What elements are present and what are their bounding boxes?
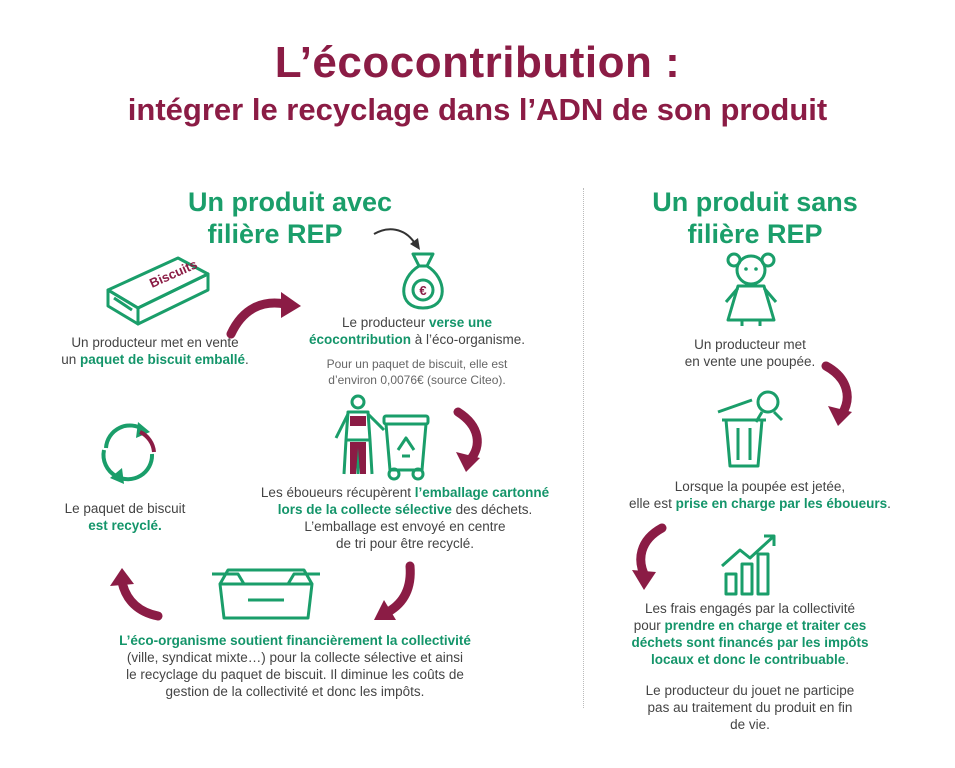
left-step3-post: des déchets. [451,502,533,517]
page-title: L’écocontribution : [274,38,681,87]
right-step4-text [610,682,890,733]
left-heading-line1: Un produit avec [187,187,393,217]
left-step3-highlight1: l’emballage cartonné [414,485,550,500]
left-step3-line4: de tri pour être recyclé. [335,536,475,551]
right-step1-line2: en vente une poupée. [684,354,816,369]
curved-arrow-icon [448,408,488,474]
left-step5-line4: gestion de la collectivité et donc les impôts. [165,684,425,699]
left-step3-pre: Les éboueurs récupèrent [260,485,415,500]
left-step1-highlight: paquet de biscuit emballé [79,352,246,367]
right-step4-line1: Le producteur du jouet ne participe [645,683,855,698]
recycle-bin-icon [378,412,438,482]
trash-can-icon [712,386,792,470]
right-step4-line2: pas au traitement du produit en fin [647,700,853,715]
left-step2-highlight2: écocontribution [308,332,411,347]
left-step5-highlight: L’éco-organisme soutient financièrement la collectivité [119,633,471,648]
column-divider [583,188,584,708]
money-bag-icon [395,250,451,312]
left-step5-line3: le recyclage du paquet de biscuit. Il diminue les coûts de [126,667,464,682]
right-step3-line4 [600,651,900,668]
left-step3-line2 [240,501,570,518]
right-heading-line2: filière REP [687,219,823,249]
left-step2-text [282,314,552,388]
left-step2-note1: Pour un paquet de biscuit, elle est [326,357,508,371]
left-step2-line1 [282,314,552,331]
right-step2-text [610,478,910,512]
left-step3-line3: L’emballage est envoyé en centre [304,519,506,534]
left-step2-line2 [282,331,552,348]
left-step1-text [40,334,270,368]
left-step5-line2: (ville, syndicat mixte…) pour la collecte sélective et ainsi [126,650,464,665]
left-step4-highlight: est recyclé. [88,518,162,533]
right-step2-line1: Lorsque la poupée est jetée, [674,479,846,494]
right-heading-line1: Un produit sans [652,187,858,217]
right-step2-line2 [610,495,910,512]
curved-arrow-icon [370,562,420,628]
recycle-arrows-icon [92,420,168,486]
right-heading [620,186,890,250]
curved-arrow-icon [108,566,164,622]
curved-arrow-icon [818,362,862,428]
right-step3-highlight1: prendre en charge et traiter ces [664,618,867,633]
right-step3-highlight3: locaux et donc le contribuable [650,652,846,667]
biscuit-label: Biscuits [147,256,200,291]
left-step2-pre: Le producteur [341,315,429,330]
left-step3-highlight2: lors de la collecte sélective [277,502,452,517]
left-step2-post: à l’éco-organisme. [410,332,526,347]
right-step2-pre: elle est [629,496,676,511]
right-step3-highlight2: déchets sont financés par les impôts [631,635,869,650]
left-step5-text [60,632,530,700]
left-step4-text [40,500,210,534]
left-step1-line1: Un producteur met en vente [71,335,239,350]
left-step1-pre2: un [61,352,80,367]
doll-icon [716,248,786,328]
right-step3-pre: pour [633,618,665,633]
svg-text:€: € [419,283,427,298]
right-step2-highlight: prise en charge par les éboueurs [675,496,888,511]
left-step2-note2: d’environ 0,0076€ (source Citeo). [328,373,506,387]
growth-chart-icon [716,528,786,598]
left-step4-line1: Le paquet de biscuit [64,501,186,516]
page-subtitle: intégrer le recyclage dans l’ADN de son produit [127,92,828,127]
right-step3-text [600,600,900,668]
right-step1-line1: Un producteur met [694,337,806,352]
right-step3-line2 [600,617,900,634]
right-step2-post: . [887,496,891,511]
left-heading-line2: filière REP [207,219,343,249]
left-step1-line2 [40,351,270,368]
right-step3-post: . [845,652,850,667]
right-step4-line3: de vie. [730,717,770,732]
right-step3-line1: Les frais engagés par la collectivité [644,601,856,616]
box-hands-icon [208,560,324,622]
left-step3-line1 [240,484,570,501]
curved-arrow-icon [628,524,672,592]
left-step3-text [240,484,570,552]
left-step2-highlight1: verse une [429,315,493,330]
left-step1-post: . [245,352,249,367]
biscuit-box-icon [100,238,220,328]
